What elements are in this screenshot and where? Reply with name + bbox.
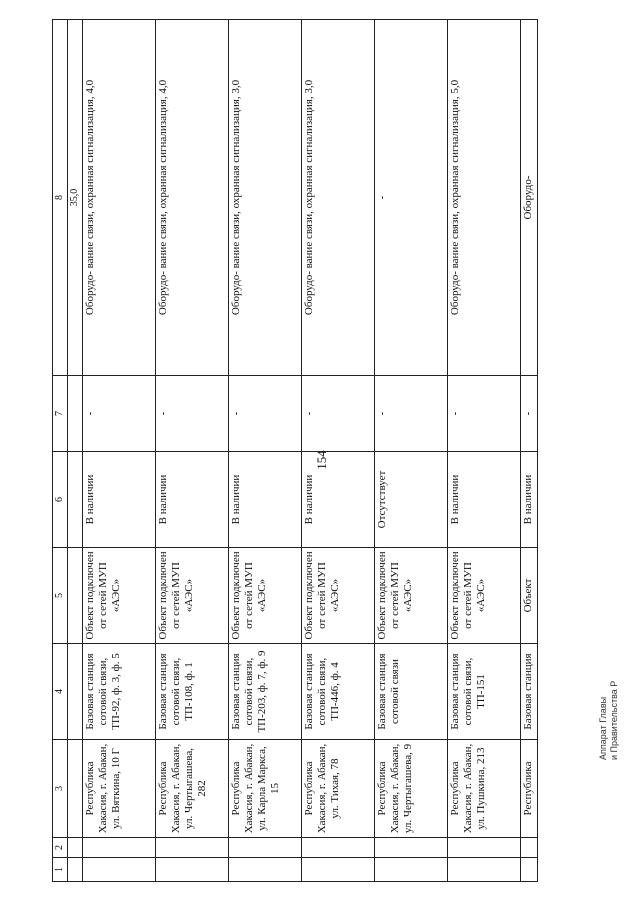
object-cell: Базовая станция сотовой связи, ТП-108, ф. 1 xyxy=(156,644,229,740)
equipment-cell: Оборудо- вание связи, охранная сигнализация, 5,0 xyxy=(448,20,521,376)
column-number-2: 2 xyxy=(53,838,68,858)
availability-cell: В наличии xyxy=(229,452,302,548)
column-number-3: 3 xyxy=(53,740,68,838)
column-7-cell: - xyxy=(156,376,229,452)
footer-line-1: Аппарат Главы xyxy=(598,696,608,760)
column-number-4: 4 xyxy=(53,644,68,740)
table-row-partial xyxy=(521,20,538,882)
column-7-cell: - xyxy=(521,376,538,452)
equipment-cell: Оборудо- вание связи, охранная сигнализация, 4,0 xyxy=(83,20,156,376)
connection-cell: Объект подключен от сетей МУП «АЭС» xyxy=(156,548,229,644)
connection-cell: Объект подключен от сетей МУП «АЭС» xyxy=(83,548,156,644)
address-cell: Республика Хакасия, г. Абакан, ул. Вяткина, 10 Г xyxy=(83,740,156,838)
address-cell: Республика Хакасия, г. Абакан, ул. Пушкина, 213 xyxy=(448,740,521,838)
availability-cell: В наличии xyxy=(302,452,375,548)
object-cell: Базовая станция сотовой связи, ТП-92, ф. 3, ф. 5 xyxy=(83,644,156,740)
address-cell: Республика Хакасия, г. Абакан, ул. Тихая, 78 xyxy=(302,740,375,838)
subtotal-row xyxy=(68,20,83,882)
object-cell: Базовая станция сотовой связи, ТП-446, ф. 4 xyxy=(302,644,375,740)
availability-cell: В наличии xyxy=(521,452,538,548)
footer-watermark xyxy=(598,610,628,760)
column-number-7: 7 xyxy=(53,376,68,452)
address-cell: Республика Хакасия, г. Абакан, ул. Чертыгашева, 9 xyxy=(375,740,448,838)
column-7-cell: - xyxy=(83,376,156,452)
connection-cell: Объект подключен от сетей МУП «АЭС» xyxy=(302,548,375,644)
table-row xyxy=(375,20,448,882)
connection-cell: Объект xyxy=(521,548,538,644)
connection-cell: Объект подключен от сетей МУП «АЭС» xyxy=(375,548,448,644)
column-7-cell: - xyxy=(375,376,448,452)
column-number-row xyxy=(53,20,68,882)
object-cell: Базовая станция сотовой связи, ТП-203, ф. 7, ф. 9 xyxy=(229,644,302,740)
rotated-table-container xyxy=(52,20,592,882)
table-row xyxy=(302,20,375,882)
availability-cell: В наличии xyxy=(156,452,229,548)
column-7-cell: - xyxy=(302,376,375,452)
equipment-cell: Оборудо- вание связи, охранная сигнализация, 3,0 xyxy=(302,20,375,376)
subtotal-value: 35,0 xyxy=(68,20,83,376)
object-cell: Базовая станция xyxy=(521,644,538,740)
availability-cell: Отсутствует xyxy=(375,452,448,548)
equipment-cell: Оборудо- вание связи, охранная сигнализация, 3,0 xyxy=(229,20,302,376)
column-number-1: 1 xyxy=(53,858,68,882)
equipment-cell: - xyxy=(375,20,448,376)
table-row xyxy=(229,20,302,882)
data-table xyxy=(52,19,538,882)
availability-cell: В наличии xyxy=(83,452,156,548)
table-row xyxy=(156,20,229,882)
table-row xyxy=(83,20,156,882)
column-number-8: 8 xyxy=(53,20,68,376)
page-number: 154 xyxy=(314,450,329,470)
column-7-cell: - xyxy=(229,376,302,452)
table-row xyxy=(448,20,521,882)
equipment-cell: Оборудо- вание связи, охранная сигнализация, 4,0 xyxy=(156,20,229,376)
footer-line-2: и Правительства Р xyxy=(609,680,619,760)
object-cell: Базовая станция сотовой связи, ТП-151 xyxy=(448,644,521,740)
column-number-6: 6 xyxy=(53,452,68,548)
address-cell: Республика Хакасия, г. Абакан, ул. Карла Маркса, 15 xyxy=(229,740,302,838)
connection-cell: Объект подключен от сетей МУП «АЭС» xyxy=(229,548,302,644)
address-cell: Республика xyxy=(521,740,538,838)
object-cell: Базовая станция сотовой связи xyxy=(375,644,448,740)
column-number-5: 5 xyxy=(53,548,68,644)
address-cell: Республика Хакасия, г. Абакан, ул. Чертыгашева, 282 xyxy=(156,740,229,838)
connection-cell: Объект подключен от сетей МУП «АЭС» xyxy=(448,548,521,644)
equipment-cell: Оборудо- xyxy=(521,20,538,376)
column-7-cell: - xyxy=(448,376,521,452)
availability-cell: В наличии xyxy=(448,452,521,548)
